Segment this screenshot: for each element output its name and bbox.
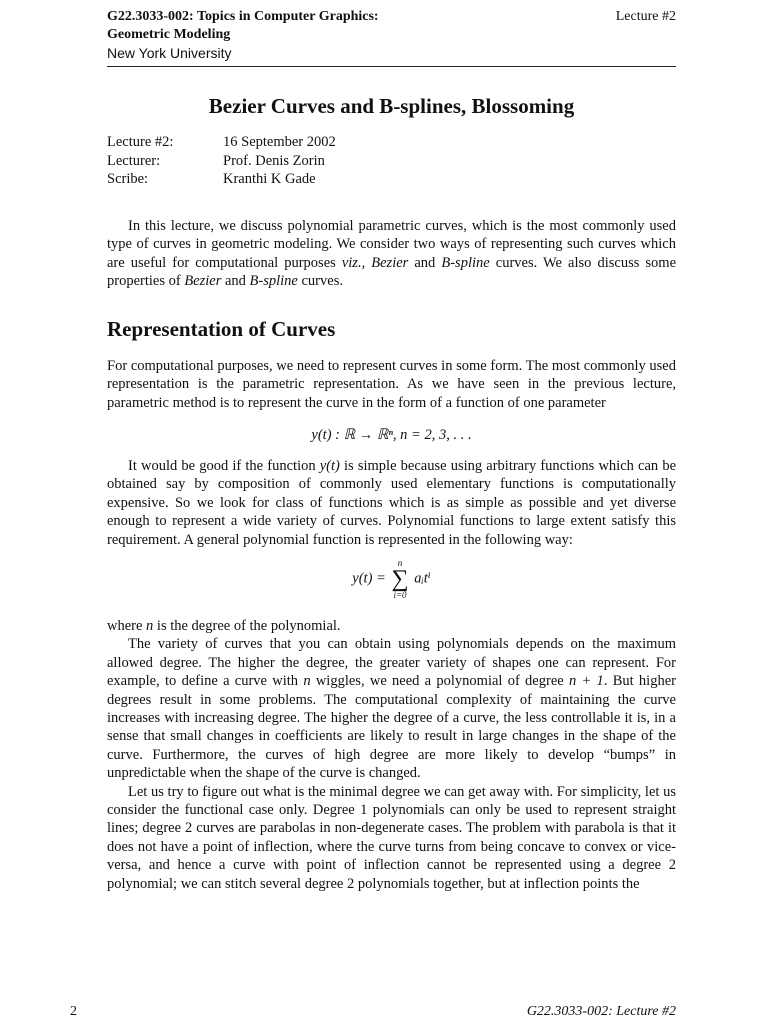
meta-row [107, 152, 336, 171]
intro-text: curves. We also discuss some properties of [107, 254, 677, 290]
meta-key: Scribe: [107, 171, 149, 187]
equation-polynomial [107, 558, 676, 600]
intro-text: and [408, 254, 442, 271]
intro-text: and [221, 273, 250, 290]
meta-value: Prof. Denis Zorin [223, 152, 325, 169]
paragraph-representation [107, 357, 676, 412]
course-info [107, 8, 379, 62]
section-heading: Representation of Curves [107, 317, 336, 341]
intro-bezier: Bezier [184, 273, 222, 290]
university-name: New York University [107, 45, 232, 61]
course-code: G22.3033-002: Topics in Computer Graphics: [107, 9, 379, 24]
sum-lower-limit: i=0 [393, 590, 407, 600]
page-number: 2 [70, 1004, 77, 1019]
paragraph-text: . But higher degrees result in some problems. The computational complexity of maintaining the curve increases with increasing degree. The higher the degree of a curve, the less controllable it is, in a sense that small changes in coefficients are likely to result in large changes in the shape of the curve. Furthermore, the curves of high degree are more likely to develop “bumps” in unpredictable when the shape of the curve is changed. [107, 673, 676, 782]
equation-rhs: aᵢtⁱ [414, 570, 431, 587]
paragraph-degrees [107, 617, 676, 893]
paragraph-text: is the degree of the polynomial. [153, 618, 341, 634]
sigma-glyph: ∑ [391, 566, 409, 592]
footer-course: G22.3033-002: Lecture #2 [526, 1004, 676, 1019]
document-title: Bezier Curves and B-splines, Blossoming [208, 94, 575, 118]
meta-value: Kranthi K Gade [223, 171, 316, 187]
paragraph-text: wiggles, we need a polynomial of degree [310, 673, 569, 690]
meta-key: Lecture #2: [107, 134, 174, 150]
intro-text: In this lecture, we discuss polynomial parametric curves, which is the most commonly used type of curves in geometric modeling. We consider two ways of representing such curves which are useful for computational purposes [107, 218, 676, 271]
paragraph-text: is simple because using arbitrary functions which can be obtained say by composition of commonly used elementary functions is computationally expensive. So we look for class of functions which is as simple as possible and yet diverse enough to represent a wide variety of curves. Polynomial functions to large extent satisfy this requirement. A general polynomial function is represented in the following way: [107, 458, 677, 548]
paragraph-text: Let us try to figure out what is the minimal degree we can get away with. For simplicity, let us consider the functional case only. Degree 1 polynomials can only be used to represent straight lines; degree 2 curves are parabolas in non-degenerate cases. The problem with parabola is that it does not have a point of inflection, where the curve turns from being concave to convex or vice-versa, and hence a curve with point of inflection cannot be represented using a degree 2 polynomial; we can stitch several degree 2 polynomials together, but at inflection points the [107, 783, 676, 892]
meta-row [107, 170, 336, 189]
paragraph-text: where [107, 618, 147, 634]
math-n: n [303, 673, 311, 690]
intro-bspline: B-spline [249, 273, 298, 290]
equation-lhs: y(t) = [352, 570, 386, 587]
intro-bspline: B-spline [441, 254, 490, 271]
math-n: n [146, 618, 154, 634]
paragraph-text: It would be good if the function [128, 458, 320, 474]
paragraph-text: For computational purposes, we need to represent curves in some form. The most commonly used representation is the parametric representation. As we have seen in the previous lecture, parametric method is to represent the curve in the form of a function of one parameter [107, 358, 676, 411]
meta-row [107, 133, 336, 152]
equation-parametric: y(t) : ℝ → ℝⁿ, n = 2, 3, . . . [311, 427, 472, 443]
intro-text: curves. [297, 273, 343, 290]
course-subtitle: Geometric Modeling [107, 27, 231, 42]
summation-symbol [391, 558, 408, 600]
math-yt: y(t) [319, 458, 340, 474]
intro-viz: viz., [341, 254, 366, 271]
meta-key: Lecturer: [107, 152, 161, 169]
meta-value: 16 September 2002 [223, 134, 336, 150]
paragraph-polynomial [107, 457, 676, 549]
intro-bezier: Bezier [371, 254, 409, 271]
sum-upper-limit: n [397, 558, 403, 568]
page-header [107, 8, 676, 67]
lecture-metadata [107, 133, 336, 189]
paragraph-text: The variety of curves that you can obtain using polynomials depends on the maximum allowed degree. The higher the degree, the greater variety of shapes one can represent. For example, to define a curve with [107, 636, 676, 690]
lecture-number: Lecture #2 [615, 9, 676, 24]
intro-paragraph [107, 217, 676, 291]
math-n-plus-1: n + 1 [568, 673, 604, 690]
